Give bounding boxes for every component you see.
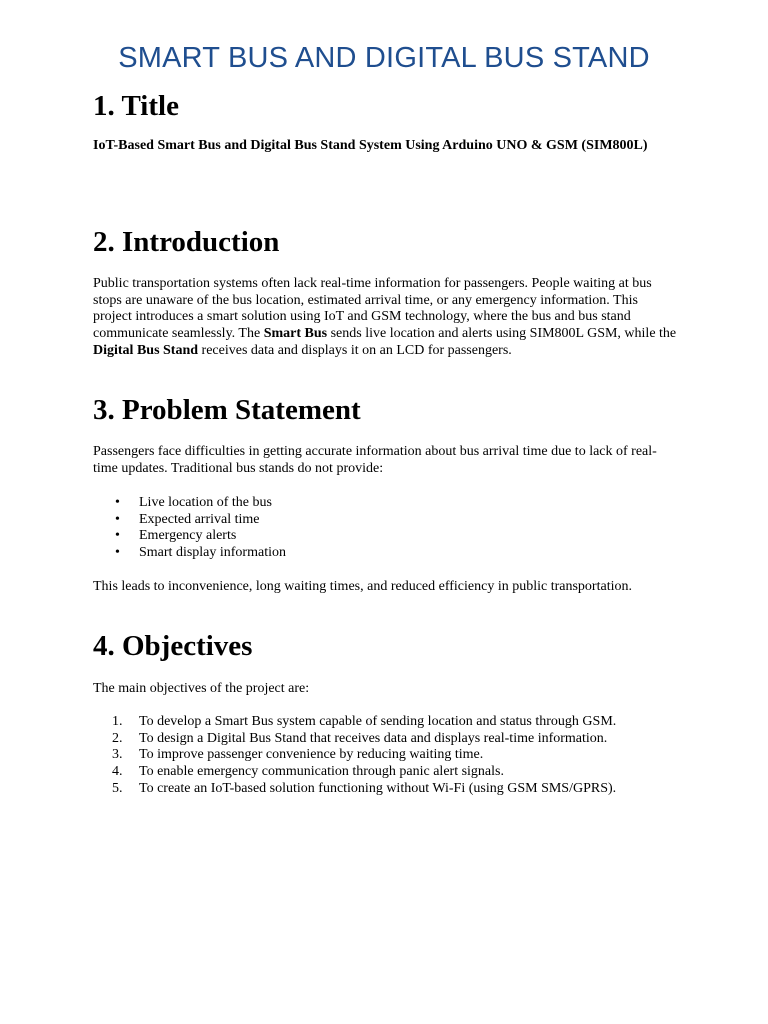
problem-intro-paragraph: Passengers face difficulties in getting accurate information about bus arrival time due to lack of real-time updates. Traditional bus stands do not provide:	[93, 444, 657, 476]
objectives-numbered-list	[93, 714, 693, 798]
list-item	[93, 714, 693, 731]
bullet-marker: •	[115, 528, 120, 544]
introduction-bold-smart-bus: Smart Bus	[263, 326, 328, 342]
introduction-bold-digital-bus-stand: Digital Bus Stand	[93, 342, 199, 358]
problem-conclusion-paragraph: This leads to inconvenience, long waiting times, and reduced efficiency in public transportation.	[93, 579, 632, 594]
list-item-text: Smart display information	[139, 545, 286, 561]
bullet-marker: •	[115, 511, 120, 527]
list-item-text: To improve passenger convenience by reducing waiting time.	[139, 747, 484, 763]
list-item-text: To develop a Smart Bus system capable of sending location and status through GSM.	[139, 714, 617, 729]
list-item-text: To enable emergency communication through panic alert signals.	[139, 764, 504, 780]
list-item-text: To design a Digital Bus Stand that receives data and displays real-time information.	[139, 730, 608, 746]
bullet-marker: •	[115, 545, 120, 561]
list-item	[93, 781, 693, 798]
list-number: 3.	[112, 747, 123, 763]
section-heading-title: 1. Title	[93, 90, 179, 122]
bullet-marker: •	[115, 495, 120, 510]
list-number: 5.	[112, 780, 123, 796]
list-number: 2.	[112, 730, 123, 746]
list-number: 1.	[112, 714, 123, 729]
list-item	[93, 764, 693, 781]
list-item-text: Live location of the bus	[139, 495, 272, 510]
project-title-text: IoT-Based Smart Bus and Digital Bus Stand System Using Arduino UNO & GSM (SIM800L)	[93, 138, 648, 153]
section-heading-problem-statement: 3. Problem Statement	[93, 394, 361, 426]
list-item	[93, 747, 693, 764]
list-item	[93, 731, 693, 748]
list-item	[93, 528, 693, 545]
section-heading-introduction: 2. Introduction	[93, 226, 280, 258]
list-item	[93, 545, 693, 562]
list-item	[93, 512, 693, 529]
list-number: 4.	[112, 764, 123, 780]
list-item-text: Emergency alerts	[139, 528, 237, 544]
list-item-text: Expected arrival time	[139, 511, 260, 527]
introduction-paragraph	[93, 276, 678, 360]
objectives-intro-paragraph: The main objectives of the project are:	[93, 681, 310, 696]
document-title: SMART BUS AND DIGITAL BUS STAND	[118, 42, 650, 74]
introduction-text-1: Public transportation systems often lack real-time information for passengers. People waiting at bus stops are unaware of the bus location, estimated arrival time, or any emergency information. This project introduces a smart solution using IoT and GSM technology, where the bus and bus stand communicate seamlessly. The	[93, 276, 652, 342]
section-heading-objectives: 4. Objectives	[93, 630, 253, 662]
problem-bullet-list	[93, 495, 693, 562]
list-item-text: To create an IoT-based solution functioning without Wi-Fi (using GSM SMS/GPRS).	[139, 780, 617, 796]
introduction-text-3: receives data and displays it on an LCD for passengers.	[198, 342, 512, 358]
list-item	[93, 495, 693, 512]
introduction-text-2: sends live location and alerts using SIM800L GSM, while the	[327, 326, 677, 342]
